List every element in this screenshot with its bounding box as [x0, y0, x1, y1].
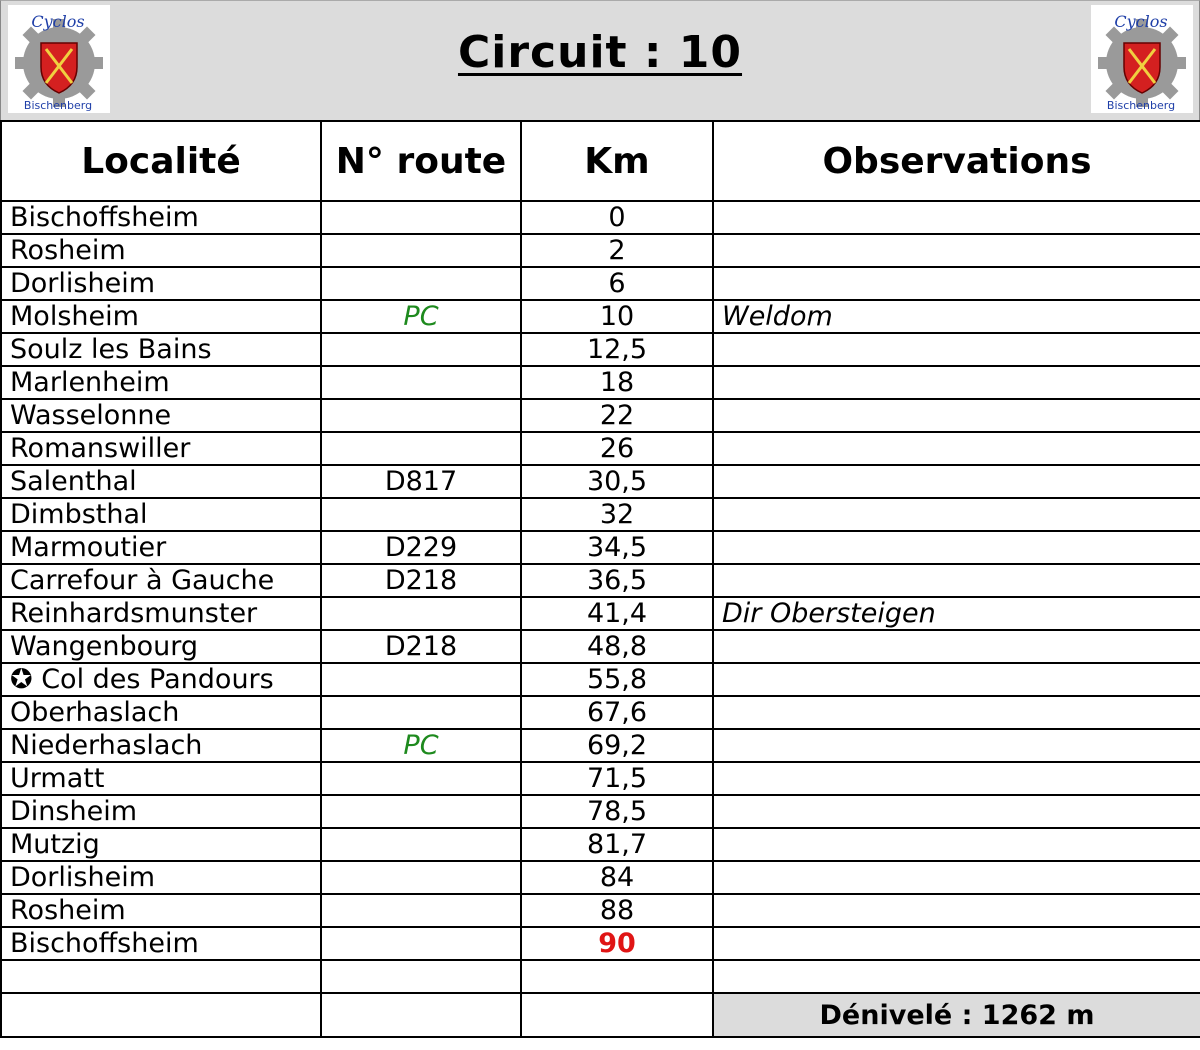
cell-localite: Niederhaslach	[1, 729, 321, 762]
svg-text:Bischenberg: Bischenberg	[1106, 99, 1176, 112]
cell-observations	[713, 267, 1200, 300]
table-row	[1, 861, 1200, 894]
cell-route	[321, 828, 521, 861]
cell-observations	[713, 234, 1200, 267]
cell-route	[321, 267, 521, 300]
table-row	[1, 234, 1200, 267]
cell-km-total: 90	[521, 927, 713, 960]
cell-localite: Marmoutier	[1, 531, 321, 564]
cell-route	[321, 696, 521, 729]
cell-localite: Urmatt	[1, 762, 321, 795]
cell-observations	[713, 432, 1200, 465]
table-row	[1, 564, 1200, 597]
cell-route	[321, 201, 521, 234]
cell-empty	[521, 960, 713, 993]
cell-localite: Dimbsthal	[1, 498, 321, 531]
cell-observations	[713, 465, 1200, 498]
cell-observations	[713, 696, 1200, 729]
cell-route	[321, 663, 521, 696]
cell-km: 6	[521, 267, 713, 300]
cell-km: 41,4	[521, 597, 713, 630]
cell-observations	[713, 828, 1200, 861]
table-row	[1, 531, 1200, 564]
cell-localite: Bischoffsheim	[1, 927, 321, 960]
svg-text:Bischenberg: Bischenberg	[23, 99, 93, 112]
cell-empty	[1, 993, 321, 1037]
table-row	[1, 366, 1200, 399]
column-header-km: Km	[521, 121, 713, 201]
cell-route: PC	[321, 300, 521, 333]
cell-localite: Reinhardsmunster	[1, 597, 321, 630]
cell-observations	[713, 663, 1200, 696]
cell-observations	[713, 861, 1200, 894]
table-row-empty	[1, 960, 1200, 993]
table-row	[1, 465, 1200, 498]
cell-localite: Bischoffsheim	[1, 201, 321, 234]
table-row	[1, 696, 1200, 729]
cell-km: 55,8	[521, 663, 713, 696]
table-row	[1, 498, 1200, 531]
cell-empty	[321, 993, 521, 1037]
table-row	[1, 432, 1200, 465]
cell-km: 36,5	[521, 564, 713, 597]
cell-localite: Dorlisheim	[1, 267, 321, 300]
cell-observations	[713, 564, 1200, 597]
cell-km: 2	[521, 234, 713, 267]
cell-observations	[713, 927, 1200, 960]
cell-route	[321, 597, 521, 630]
cell-empty	[521, 993, 713, 1037]
cell-route	[321, 861, 521, 894]
cell-observations: Weldom	[713, 300, 1200, 333]
cell-observations	[713, 399, 1200, 432]
cell-localite: Romanswiller	[1, 432, 321, 465]
cell-km: 18	[521, 366, 713, 399]
cell-route: PC	[321, 729, 521, 762]
cell-localite: Marlenheim	[1, 366, 321, 399]
cell-km: 88	[521, 894, 713, 927]
svg-text:Cyclos: Cyclos	[31, 12, 85, 31]
cell-km: 0	[521, 201, 713, 234]
cell-km: 10	[521, 300, 713, 333]
column-header-observations: Observations	[713, 121, 1200, 201]
cell-route	[321, 399, 521, 432]
cell-localite: Carrefour à Gauche	[1, 564, 321, 597]
cell-observations	[713, 894, 1200, 927]
table-row	[1, 399, 1200, 432]
cell-route	[321, 366, 521, 399]
cell-observations: Dir Obersteigen	[713, 597, 1200, 630]
cell-observations	[713, 333, 1200, 366]
cell-localite: Salenthal	[1, 465, 321, 498]
table-row	[1, 630, 1200, 663]
cell-observations	[713, 762, 1200, 795]
table-row	[1, 729, 1200, 762]
cell-localite: Dinsheim	[1, 795, 321, 828]
cell-km: 30,5	[521, 465, 713, 498]
club-logo-right	[1091, 5, 1193, 113]
cell-km: 78,5	[521, 795, 713, 828]
cell-observations	[713, 531, 1200, 564]
cell-km: 12,5	[521, 333, 713, 366]
cell-localite: Oberhaslach	[1, 696, 321, 729]
cell-route	[321, 795, 521, 828]
table-row	[1, 201, 1200, 234]
route-table	[0, 120, 1200, 1038]
cell-km: 67,6	[521, 696, 713, 729]
cell-km: 69,2	[521, 729, 713, 762]
cell-km: 84	[521, 861, 713, 894]
cell-localite: Rosheim	[1, 894, 321, 927]
table-header-row	[1, 121, 1200, 201]
cell-observations	[713, 795, 1200, 828]
cell-km: 34,5	[521, 531, 713, 564]
table-row	[1, 597, 1200, 630]
table-row	[1, 795, 1200, 828]
header-bar	[0, 0, 1200, 120]
table-row	[1, 333, 1200, 366]
cell-route: D817	[321, 465, 521, 498]
cell-route	[321, 762, 521, 795]
cell-empty	[713, 960, 1200, 993]
cell-localite: Wasselonne	[1, 399, 321, 432]
cell-empty	[1, 960, 321, 993]
cell-observations	[713, 366, 1200, 399]
table-row	[1, 267, 1200, 300]
cell-observations	[713, 729, 1200, 762]
table-row	[1, 663, 1200, 696]
cell-localite: Mutzig	[1, 828, 321, 861]
column-header-localite: Localité	[1, 121, 321, 201]
cell-route	[321, 333, 521, 366]
cell-observations	[713, 630, 1200, 663]
cell-km: 32	[521, 498, 713, 531]
cell-km: 71,5	[521, 762, 713, 795]
cell-route: D218	[321, 564, 521, 597]
table-row	[1, 894, 1200, 927]
table-row-summary	[1, 993, 1200, 1037]
cell-route	[321, 894, 521, 927]
page-title: Circuit : 10	[457, 27, 743, 78]
cell-localite: Dorlisheim	[1, 861, 321, 894]
cell-localite: ✪ Col des Pandours	[1, 663, 321, 696]
svg-text:Cyclos: Cyclos	[1114, 12, 1168, 31]
table-row	[1, 828, 1200, 861]
cell-localite: Rosheim	[1, 234, 321, 267]
cell-km: 22	[521, 399, 713, 432]
cell-route: D218	[321, 630, 521, 663]
cell-route	[321, 498, 521, 531]
cell-route	[321, 927, 521, 960]
cell-localite: Molsheim	[1, 300, 321, 333]
cell-route	[321, 234, 521, 267]
cell-observations	[713, 201, 1200, 234]
cell-km: 26	[521, 432, 713, 465]
cell-route	[321, 432, 521, 465]
table-row	[1, 762, 1200, 795]
cyclos-logo-icon	[1091, 5, 1193, 113]
cell-km: 48,8	[521, 630, 713, 663]
table-row	[1, 927, 1200, 960]
column-header-route: N° route	[321, 121, 521, 201]
cell-route: D229	[321, 531, 521, 564]
cell-empty	[321, 960, 521, 993]
cell-localite: Soulz les Bains	[1, 333, 321, 366]
table-row	[1, 300, 1200, 333]
cell-localite: Wangenbourg	[1, 630, 321, 663]
cell-observations	[713, 498, 1200, 531]
elevation-total: Dénivelé : 1262 m	[713, 993, 1200, 1037]
cell-km: 81,7	[521, 828, 713, 861]
